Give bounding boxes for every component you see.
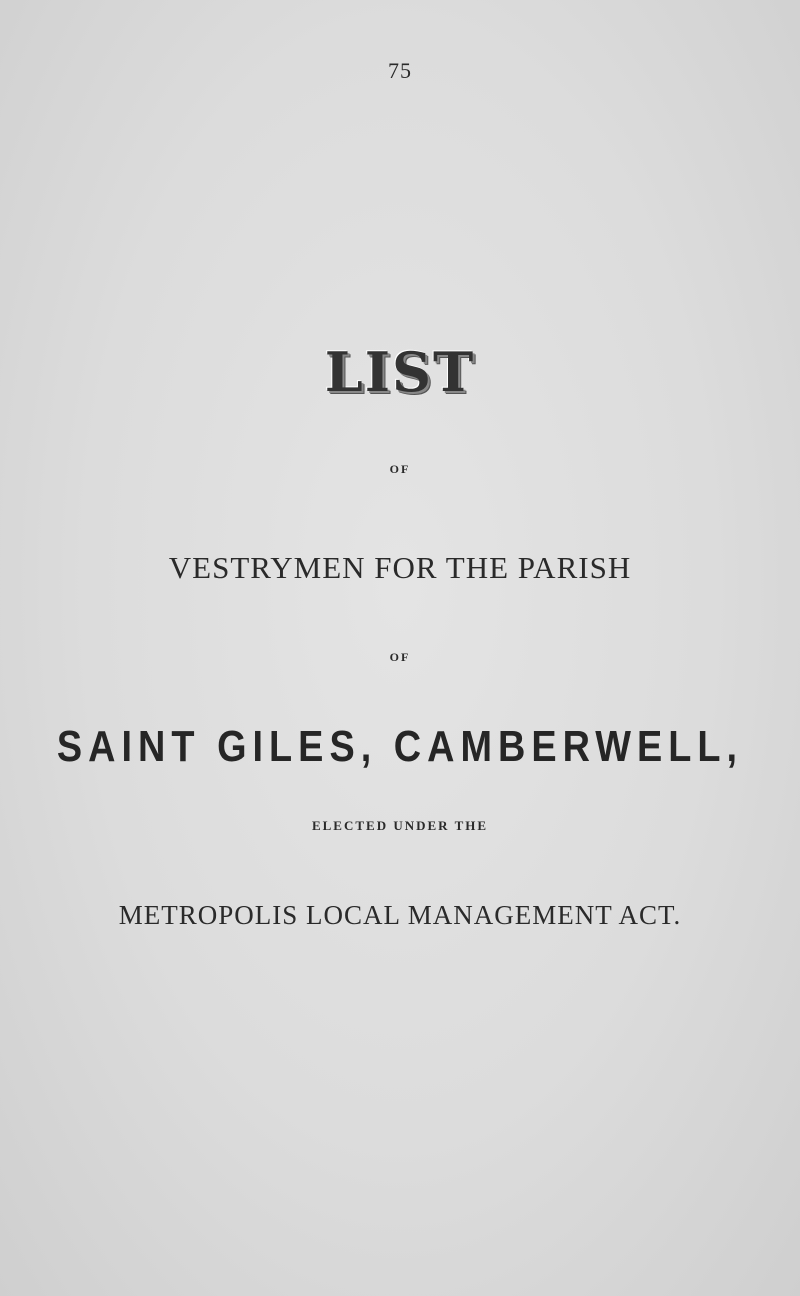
elected-under-line: ELECTED UNDER THE bbox=[311, 818, 489, 833]
act-name: METROPOLIS LOCAL MANAGEMENT ACT. bbox=[118, 900, 682, 930]
page-number: 75 bbox=[388, 58, 412, 83]
connector-of-2: OF bbox=[389, 650, 411, 664]
ornate-title: LIST bbox=[324, 340, 476, 404]
parish-name: SAINT GILES, CAMBERWELL, bbox=[56, 722, 744, 771]
connector-of-1: OF bbox=[389, 462, 411, 476]
vestrymen-heading: VESTRYMEN FOR THE PARISH bbox=[168, 550, 632, 585]
